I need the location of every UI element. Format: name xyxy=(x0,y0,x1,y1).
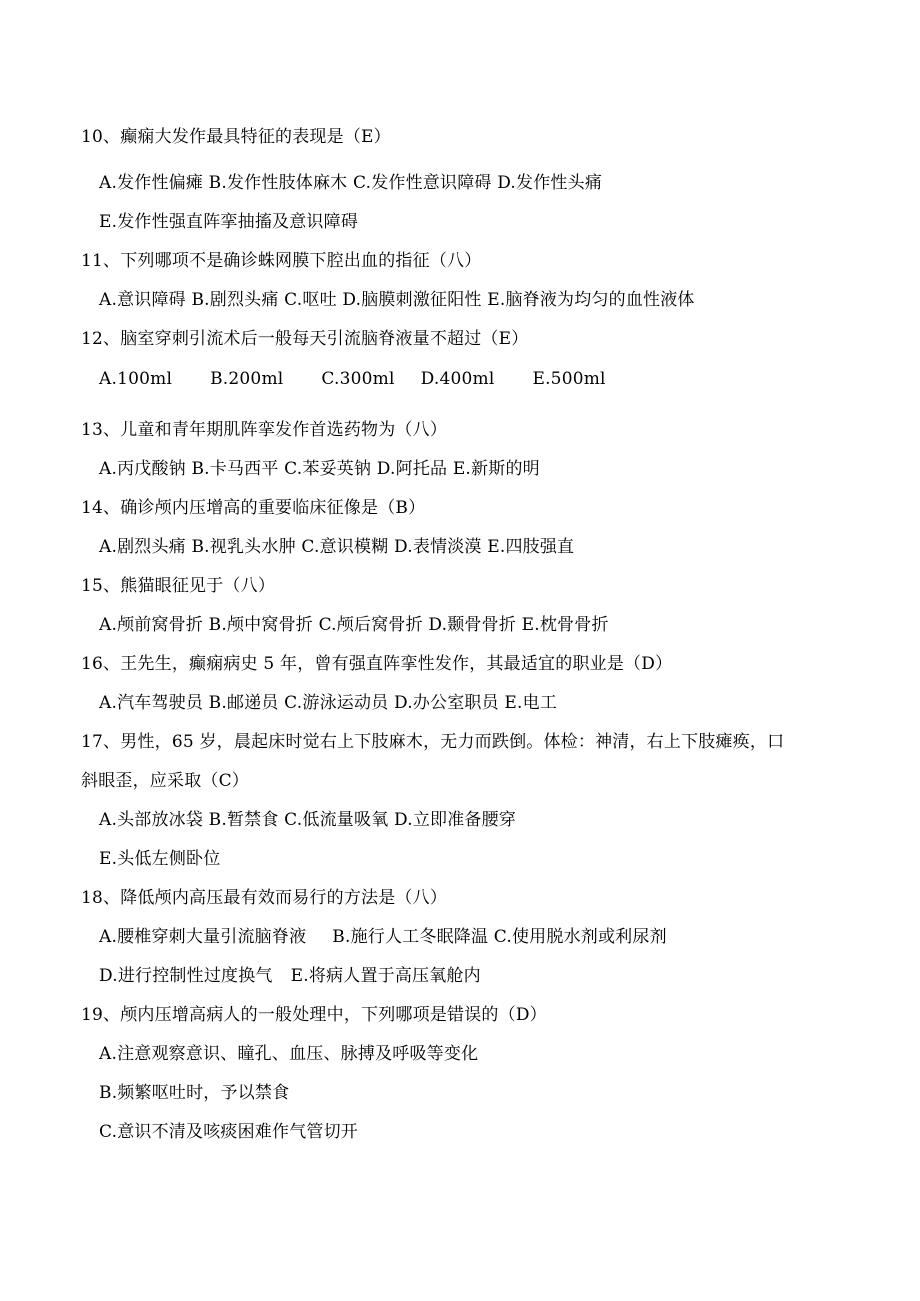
question-15-stem: 15、熊猫眼征见于（八） xyxy=(81,576,276,596)
question-13-options: A.丙戊酸钠 B.卡马西平 C.苯妥英钠 D.阿托品 E.新斯的明 xyxy=(99,459,540,479)
question-17-stem: 17、男性，65 岁，晨起床时觉右上下肢麻木，无力而跌倒。体检：神清，右上下肢瘫痪，口 xyxy=(81,732,785,752)
option-c: C.300ml xyxy=(321,369,395,389)
option-b-c: B.施行人工冬眠降温 C.使用脱水剂或利尿剂 xyxy=(332,927,667,947)
option-a: A.腰椎穿刺大量引流脑脊液 xyxy=(99,927,307,947)
option-d: D.400ml xyxy=(420,369,495,389)
option-d: D.进行控制性过度换气 xyxy=(99,966,273,986)
question-13-stem: 13、儿童和青年期肌阵挛发作首选药物为（八） xyxy=(81,420,448,440)
question-18-stem: 18、降低颅内高压最有效而易行的方法是（八） xyxy=(81,888,448,908)
question-11-stem: 11、下列哪项不是确诊蛛网膜下腔出血的指征（八） xyxy=(81,251,482,271)
question-19-stem: 19、颅内压增高病人的一般处理中，下列哪项是错误的（D） xyxy=(81,1005,547,1025)
question-16-stem: 16、王先生，癫痫病史 5 年，曾有强直阵挛性发作，其最适宜的职业是（D） xyxy=(81,654,673,674)
option-b: B.200ml xyxy=(210,369,284,389)
question-18-options-line-1 xyxy=(99,926,667,948)
question-10-options-line-1: A.发作性偏瘫 B.发作性肢体麻木 C.发作性意识障碍 D.发作性头痛 xyxy=(99,173,603,193)
question-17-stem-continued: 斜眼歪，应采取（C） xyxy=(81,771,250,791)
question-17-options-line-2: E.头低左侧卧位 xyxy=(99,849,221,869)
question-19-option-c: C.意识不清及咳痰困难作气管切开 xyxy=(99,1122,359,1142)
question-12-stem: 12、脑室穿刺引流术后一般每天引流脑脊液量不超过（E） xyxy=(81,329,529,349)
question-10-stem: 10、癫痫大发作最具特征的表现是（E） xyxy=(81,127,391,147)
option-e: E.将病人置于高压氧舱内 xyxy=(290,966,481,986)
question-17-options-line-1: A.头部放冰袋 B.暂禁食 C.低流量吸氧 D.立即准备腰穿 xyxy=(99,810,517,830)
question-19-option-a: A.注意观察意识、瞳孔、血压、脉搏及呼吸等变化 xyxy=(99,1044,479,1064)
question-16-options: A.汽车驾驶员 B.邮递员 C.游泳运动员 D.办公室职员 E.电工 xyxy=(99,693,558,713)
question-15-options: A.颅前窝骨折 B.颅中窝骨折 C.颅后窝骨折 D.颞骨骨折 E.枕骨骨折 xyxy=(99,615,609,635)
option-a: A.100ml xyxy=(99,369,173,389)
question-11-options: A.意识障碍 B.剧烈头痛 C.呕吐 D.脑膜刺激征阳性 E.脑脊液为均匀的血性液体 xyxy=(99,290,695,310)
question-14-stem: 14、确诊颅内压增高的重要临床征像是（B） xyxy=(81,498,426,518)
question-14-options: A.剧烈头痛 B.视乳头水肿 C.意识模糊 D.表情淡漠 E.四肢强直 xyxy=(99,537,575,557)
option-e: E.500ml xyxy=(532,369,606,389)
question-19-option-b: B.频繁呕吐时，予以禁食 xyxy=(99,1083,290,1103)
question-10-options-line-2: E.发作性强直阵挛抽搐及意识障碍 xyxy=(99,212,359,232)
question-18-options-line-2 xyxy=(99,965,481,987)
question-12-options xyxy=(99,368,606,390)
